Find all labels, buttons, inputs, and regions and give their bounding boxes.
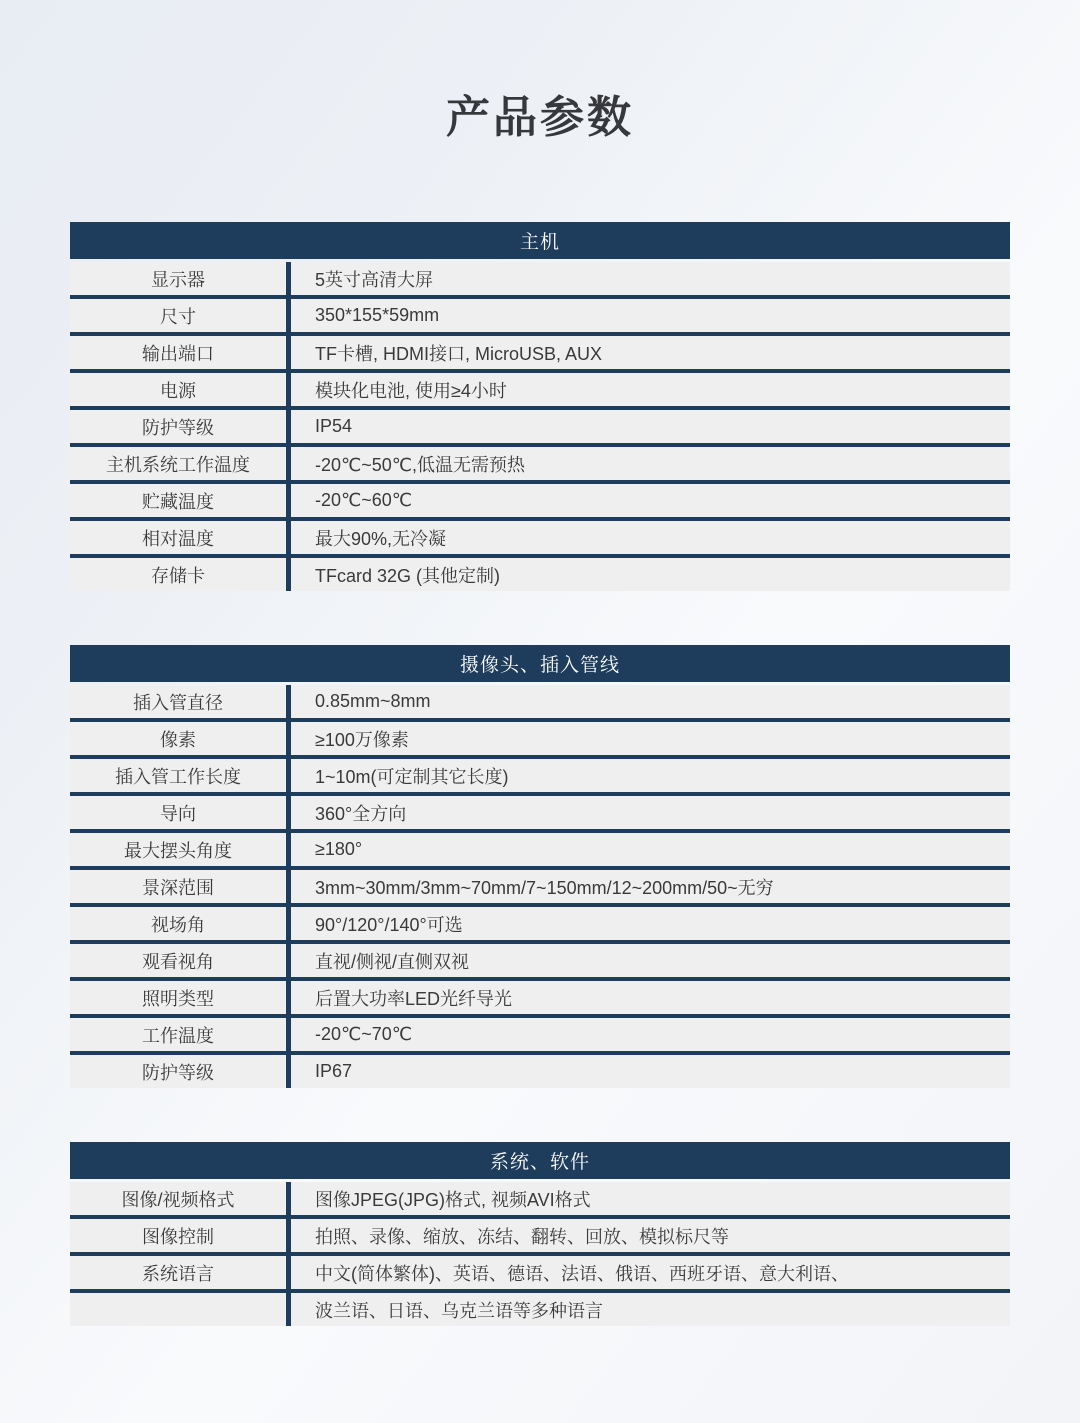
row-value: 直视/侧视/直侧双视 (315, 951, 470, 972)
table-body (70, 262, 1010, 591)
table-row (70, 521, 1010, 558)
row-label: 贮藏温度 (142, 491, 214, 512)
table-row (70, 870, 1010, 907)
row-value: 5英寸高清大屏 (315, 269, 434, 290)
table-header (70, 645, 1010, 682)
table-body (70, 685, 1010, 1088)
table-row (70, 1256, 1010, 1293)
table-row (70, 759, 1010, 796)
row-label: 工作温度 (142, 1025, 214, 1046)
row-label: 导向 (160, 803, 196, 824)
row-label: 防护等级 (142, 417, 214, 438)
row-label: 视场角 (151, 914, 205, 935)
spec-table (70, 1142, 1010, 1326)
row-value: 中文(简体繁体)、英语、德语、法语、俄语、西班牙语、意大利语、 (315, 1263, 849, 1284)
spec-table (70, 222, 1010, 591)
row-label: 像素 (160, 729, 196, 750)
row-label: 照明类型 (142, 988, 214, 1009)
row-value: 3mm~30mm/3mm~70mm/7~150mm/12~200mm/50~无穷 (315, 877, 774, 898)
table-row (70, 944, 1010, 981)
row-label: 存储卡 (151, 565, 205, 586)
table-row (70, 373, 1010, 410)
row-label: 图像控制 (142, 1226, 214, 1247)
table-row (70, 484, 1010, 521)
row-value: 350*155*59mm (315, 305, 440, 325)
table-row (70, 685, 1010, 722)
table-row (70, 981, 1010, 1018)
table-title: 摄像头、插入管线 (459, 655, 620, 676)
row-value: 最大90%,无冷凝 (315, 528, 447, 549)
row-value: 90°/120°/140°可选 (315, 914, 463, 935)
spec-table (70, 645, 1010, 1088)
row-label: 主机系统工作温度 (106, 454, 250, 475)
row-label: 图像/视频格式 (121, 1189, 235, 1210)
row-label: 系统语言 (142, 1263, 214, 1284)
table-title: 主机 (519, 232, 560, 253)
row-value: ≥100万像素 (315, 729, 409, 750)
row-label (70, 1293, 286, 1326)
table-header (70, 1142, 1010, 1179)
row-value: 1~10m(可定制其它长度) (315, 766, 509, 787)
table-row (70, 1293, 1010, 1326)
row-label: 插入管直径 (133, 692, 223, 713)
row-value: IP54 (315, 416, 353, 436)
tables-container (70, 222, 1010, 1386)
row-value: -20℃~60℃ (315, 490, 412, 510)
row-label: 防护等级 (142, 1062, 214, 1083)
table-row (70, 1182, 1010, 1219)
row-value: 图像JPEG(JPG)格式, 视频AVI格式 (315, 1189, 591, 1210)
row-value: -20℃~50℃,低温无需预热 (315, 454, 525, 475)
table-row (70, 410, 1010, 447)
table-row (70, 833, 1010, 870)
row-value: -20℃~70℃ (315, 1024, 412, 1044)
row-label: 景深范围 (142, 877, 214, 898)
table-header (70, 222, 1010, 259)
row-value: IP67 (315, 1061, 353, 1081)
row-value: 波兰语、日语、乌克兰语等多种语言 (315, 1300, 603, 1321)
table-row (70, 722, 1010, 759)
table-title: 系统、软件 (489, 1152, 590, 1173)
row-value: 后置大功率LED光纤导光 (315, 988, 513, 1009)
table-row (70, 336, 1010, 373)
table-row (70, 1018, 1010, 1055)
row-value: ≥180° (315, 839, 363, 859)
row-label: 输出端口 (142, 343, 214, 364)
table-body (70, 1182, 1010, 1326)
row-label: 观看视角 (142, 951, 214, 972)
table-row (70, 447, 1010, 484)
row-value: 0.85mm~8mm (315, 691, 431, 711)
row-label: 相对温度 (142, 528, 214, 549)
row-value: 拍照、录像、缩放、冻结、翻转、回放、模拟标尺等 (315, 1226, 729, 1247)
row-value: TF卡槽, HDMI接口, MicroUSB, AUX (315, 343, 603, 364)
table-row (70, 558, 1010, 591)
row-label: 插入管工作长度 (115, 766, 241, 787)
page-title: 产品参数 (446, 93, 634, 142)
row-value: 模块化电池, 使用≥4小时 (315, 380, 507, 401)
table-row (70, 796, 1010, 833)
row-label: 电源 (160, 380, 196, 401)
row-label: 最大摆头角度 (124, 840, 232, 861)
table-row (70, 1219, 1010, 1256)
row-value: 360°全方向 (315, 803, 407, 824)
table-row (70, 299, 1010, 336)
row-label: 显示器 (151, 269, 205, 290)
row-value: TFcard 32G (其他定制) (315, 565, 501, 586)
table-row (70, 907, 1010, 944)
row-label: 尺寸 (160, 306, 196, 327)
table-row (70, 1055, 1010, 1088)
table-row (70, 262, 1010, 299)
